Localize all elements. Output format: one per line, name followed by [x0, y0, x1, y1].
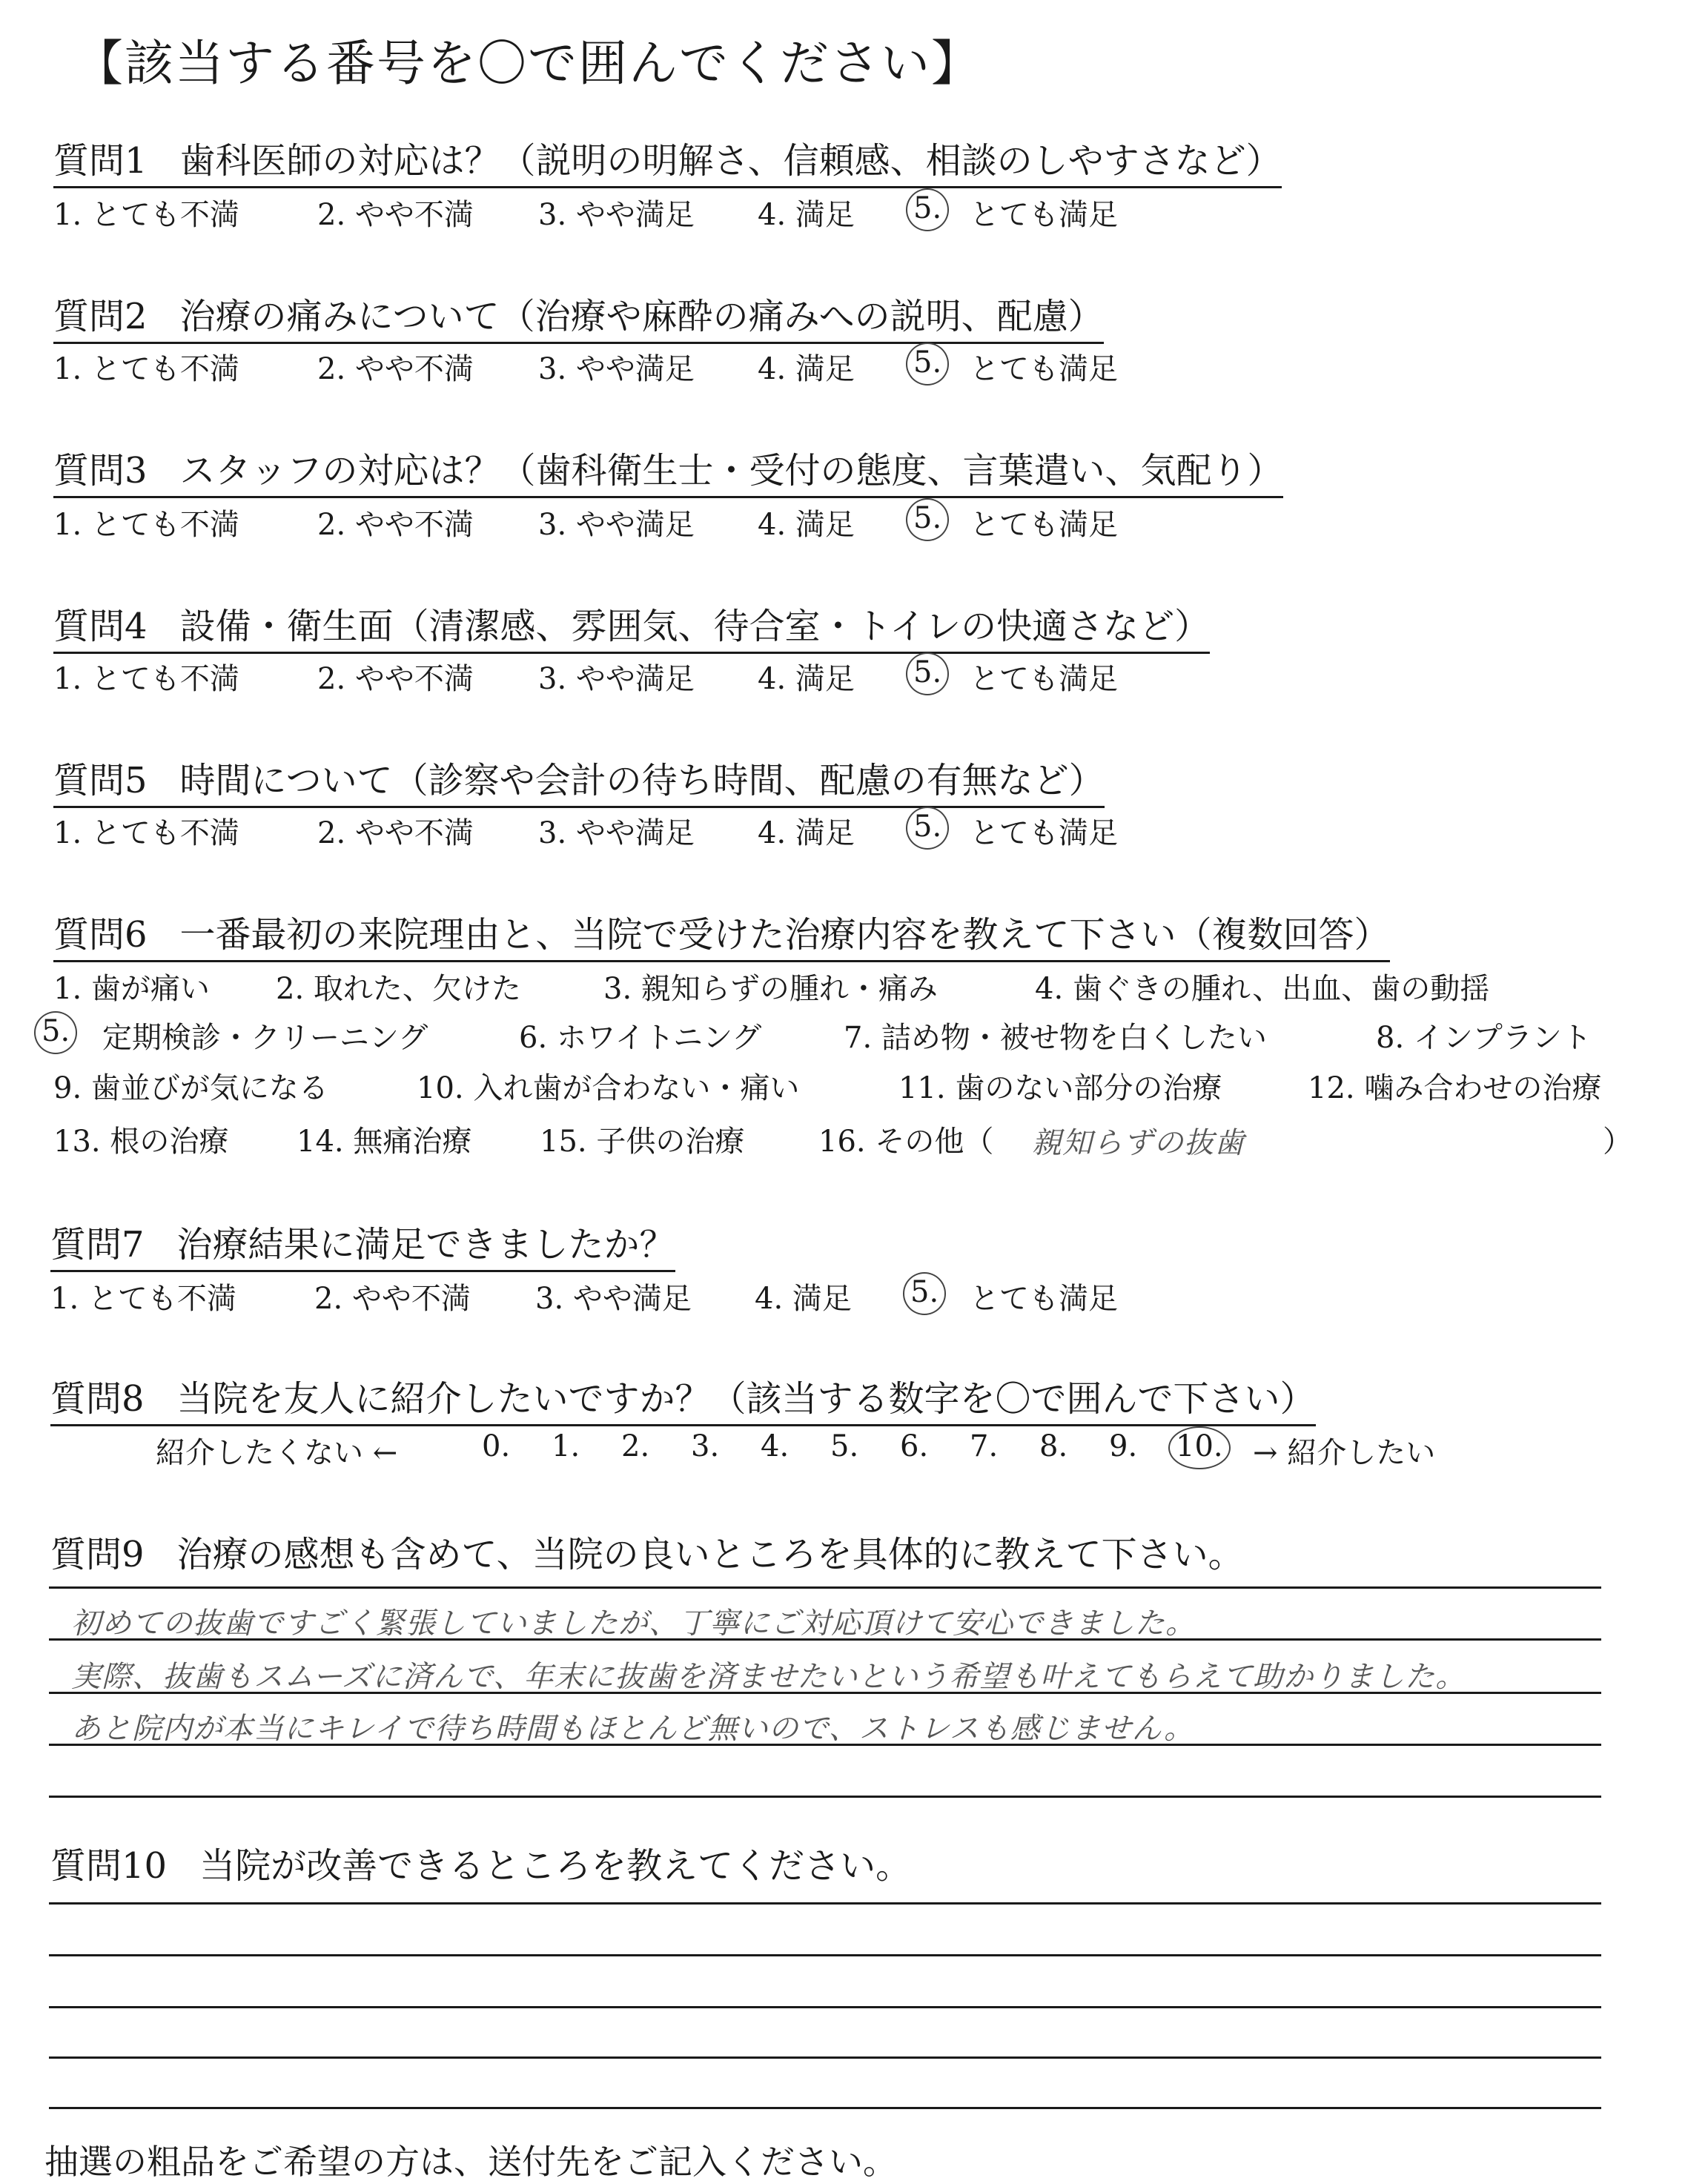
- q5-option-4[interactable]: 4. 満足: [758, 816, 855, 850]
- q6-title: [53, 906, 1390, 962]
- q5-option-1[interactable]: 1. とても不満: [53, 816, 239, 850]
- q4-option-5[interactable]: [913, 655, 944, 695]
- q8-option-1[interactable]: 1.: [552, 1429, 580, 1463]
- q5-text: 時間について（診察や会計の待ち時間、配慮の有無など）: [179, 760, 1105, 801]
- q8-left-label: 紹介したくない ←: [156, 1436, 398, 1470]
- q7-text: 治療結果に満足できましたか？: [176, 1224, 675, 1265]
- q7-title: [50, 1216, 675, 1272]
- q7-number: 質問7: [50, 1224, 145, 1265]
- q2-text: 治療の痛みについて（治療や麻酔の痛みへの説明、配慮）: [179, 296, 1104, 337]
- page-title: 【該当する番号を〇で囲んでください】: [74, 35, 982, 92]
- q1-option-5-circled-number: 5.: [906, 188, 949, 231]
- q9-answer-line: [49, 1638, 1601, 1641]
- q6-option-11[interactable]: 11. 歯のない部分の治療: [898, 1071, 1222, 1105]
- q1-title: [53, 132, 1282, 188]
- q2-option-1[interactable]: 1. とても不満: [53, 352, 239, 386]
- q9-answer-text-2[interactable]: 実際、抜歯もスムーズに済んで、年末に抜歯を済ませたいという希望も叶えてもらえて助かりました。: [71, 1660, 1466, 1694]
- q7-option-1[interactable]: 1. とても不満: [50, 1282, 236, 1316]
- q7-option-5[interactable]: [910, 1275, 941, 1315]
- q6-option-10[interactable]: 10. 入れ歯が合わない・痛い: [417, 1071, 800, 1105]
- q6-option-1[interactable]: 1. 歯が痛い: [53, 972, 210, 1006]
- q3-option-5-circled-number: 5.: [906, 498, 949, 541]
- q9-answer-text-3[interactable]: あと院内が本当にキレイで待ち時間もほとんど無いので、ストレスも感じません。: [71, 1712, 1194, 1746]
- q1-option-3[interactable]: 3. やや満足: [538, 198, 695, 232]
- q5-title: [53, 752, 1105, 808]
- q9-answer-text-1[interactable]: 初めての抜歯ですごく緊張していましたが、丁寧にご対応頂けて安心できました。: [71, 1606, 1196, 1641]
- q1-option-2[interactable]: 2. やや不満: [317, 198, 474, 232]
- q2-option-5-circled-number: 5.: [906, 343, 949, 385]
- q1-option-5[interactable]: [913, 191, 944, 231]
- q5-option-5-circled-number: 5.: [906, 807, 949, 850]
- q9-answer-line: [49, 1692, 1601, 1694]
- q10-answer-line[interactable]: [49, 2107, 1601, 2109]
- q3-text: スタッフの対応は？（歯科衛生士・受付の態度、言葉遣い、気配り）: [179, 450, 1283, 492]
- q6-number: 質問6: [53, 914, 148, 956]
- q3-option-5[interactable]: [913, 501, 944, 541]
- q6-option-7[interactable]: 7. 詰め物・被せ物を白くしたい: [844, 1021, 1267, 1055]
- q10-number: 質問10: [50, 1845, 168, 1887]
- q1-number: 質問1: [53, 140, 148, 182]
- q6-option-2[interactable]: 2. 取れた、欠けた: [276, 972, 521, 1006]
- q7-option-4[interactable]: 4. 満足: [755, 1282, 852, 1316]
- q10-answer-line[interactable]: [49, 1902, 1601, 1905]
- q2-option-4[interactable]: 4. 満足: [758, 352, 855, 386]
- q8-option-0[interactable]: 0.: [482, 1429, 511, 1463]
- q8-option-8[interactable]: 8.: [1039, 1429, 1068, 1463]
- q3-title: [53, 442, 1283, 498]
- q5-option-5-label: とても満足: [970, 816, 1118, 850]
- q4-option-4[interactable]: 4. 満足: [758, 662, 855, 696]
- q5-option-5[interactable]: [913, 810, 944, 850]
- q6-option-4[interactable]: 4. 歯ぐきの腫れ、出血、歯の動揺: [1035, 972, 1490, 1006]
- q9-number: 質問9: [50, 1534, 145, 1575]
- q7-option-5-circled-number: 5.: [903, 1272, 946, 1315]
- q2-number: 質問2: [53, 296, 148, 337]
- q3-option-1[interactable]: 1. とても不満: [53, 508, 239, 542]
- q10-answer-line[interactable]: [49, 2006, 1601, 2008]
- q10-text: 当院が改善できるところを教えてください。: [199, 1845, 912, 1887]
- q6-option-13[interactable]: 13. 根の治療: [53, 1125, 229, 1159]
- q8-option-3[interactable]: 3.: [691, 1429, 720, 1463]
- q8-number: 質問8: [50, 1378, 145, 1420]
- q5-number: 質問5: [53, 760, 148, 801]
- q6-option-5-label: 定期検診・クリーニング: [102, 1021, 428, 1055]
- q8-right-label: → 紹介したい: [1253, 1436, 1436, 1470]
- q3-option-4[interactable]: 4. 満足: [758, 508, 855, 542]
- q6-option-5-circled-number: 5.: [34, 1011, 77, 1054]
- q8-option-6[interactable]: 6.: [900, 1429, 929, 1463]
- q9-answer-line: [49, 1796, 1601, 1798]
- q4-text: 設備・衛生面（清潔感、雰囲気、待合室・トイレの快適さなど）: [179, 606, 1211, 647]
- q2-option-3[interactable]: 3. やや満足: [538, 352, 695, 386]
- q1-option-4[interactable]: 4. 満足: [758, 198, 855, 232]
- q4-option-1[interactable]: 1. とても不満: [53, 662, 239, 696]
- q6-other-handwritten[interactable]: 親知らずの抜歯: [1032, 1126, 1245, 1160]
- q6-option-3[interactable]: 3. 親知らずの腫れ・痛み: [603, 972, 938, 1006]
- q4-option-2[interactable]: 2. やや不満: [317, 662, 474, 696]
- q8-option-4[interactable]: 4.: [761, 1429, 790, 1463]
- q7-option-5-label: とても満足: [970, 1282, 1118, 1316]
- q8-option-7[interactable]: 7.: [970, 1429, 999, 1463]
- q6-other-close-paren: ）: [1603, 1125, 1632, 1159]
- q3-option-3[interactable]: 3. やや満足: [538, 508, 695, 542]
- q10-answer-line[interactable]: [49, 1954, 1601, 1956]
- q4-option-3[interactable]: 3. やや満足: [538, 662, 695, 696]
- q4-number: 質問4: [53, 606, 148, 647]
- q6-option-9[interactable]: 9. 歯並びが気になる: [53, 1071, 328, 1105]
- q6-option-5[interactable]: [42, 1014, 73, 1054]
- q4-option-5-circled-number: 5.: [906, 652, 949, 695]
- q10-title: [50, 1837, 911, 1891]
- q6-option-14[interactable]: 14. 無痛治療: [297, 1125, 472, 1159]
- q1-option-5-label: とても満足: [970, 198, 1118, 232]
- q5-option-2[interactable]: 2. やや不満: [317, 816, 474, 850]
- q8-option-10-circled-number: 10.: [1168, 1426, 1231, 1469]
- q7-option-3[interactable]: 3. やや満足: [535, 1282, 692, 1316]
- footer-instruction: 抽選の粗品をご希望の方は、送付先をご記入ください。: [44, 2142, 897, 2182]
- q8-title: [50, 1370, 1316, 1426]
- q4-option-5-label: とても満足: [970, 662, 1118, 696]
- q4-title: [53, 598, 1210, 654]
- q5-option-3[interactable]: 3. やや満足: [538, 816, 695, 850]
- q2-title: [53, 288, 1104, 344]
- q6-option-6[interactable]: 6. ホワイトニング: [519, 1021, 762, 1055]
- q2-option-5-label: とても満足: [970, 352, 1118, 386]
- q9-title: [50, 1526, 1244, 1580]
- q8-text: 当院を友人に紹介したいですか？（該当する数字を〇で囲んで下さい）: [176, 1378, 1316, 1420]
- q9-answer-line: [49, 1744, 1601, 1746]
- q8-option-2[interactable]: 2.: [621, 1429, 650, 1463]
- q6-option-8[interactable]: 8. インプラント: [1376, 1021, 1592, 1055]
- q2-option-2[interactable]: 2. やや不満: [317, 352, 474, 386]
- q8-option-9[interactable]: 9.: [1109, 1429, 1138, 1463]
- q6-text: 一番最初の来院理由と、当院で受けた治療内容を教えて下さい（複数回答）: [179, 914, 1390, 956]
- q10-answer-line[interactable]: [49, 2056, 1601, 2059]
- q9-answer-line: [49, 1586, 1601, 1589]
- q3-number: 質問3: [53, 450, 148, 492]
- q1-option-1[interactable]: 1. とても不満: [53, 198, 239, 232]
- q6-option-12[interactable]: 12. 噛み合わせの治療: [1308, 1071, 1602, 1105]
- q1-text: 歯科医師の対応は？（説明の明解さ、信頼感、相談のしやすさなど）: [179, 140, 1282, 182]
- q8-option-10[interactable]: [1176, 1429, 1226, 1469]
- q8-option-5[interactable]: 5.: [830, 1429, 859, 1463]
- q6-option-15[interactable]: 15. 子供の治療: [540, 1125, 745, 1159]
- q3-option-2[interactable]: 2. やや不満: [317, 508, 474, 542]
- q2-option-5[interactable]: [913, 345, 944, 385]
- q6-option-16[interactable]: 16. その他（: [818, 1125, 994, 1159]
- q9-text: 治療の感想も含めて、当院の良いところを具体的に教えて下さい。: [176, 1534, 1244, 1575]
- q3-option-5-label: とても満足: [970, 508, 1118, 542]
- q7-option-2[interactable]: 2. やや不満: [314, 1282, 471, 1316]
